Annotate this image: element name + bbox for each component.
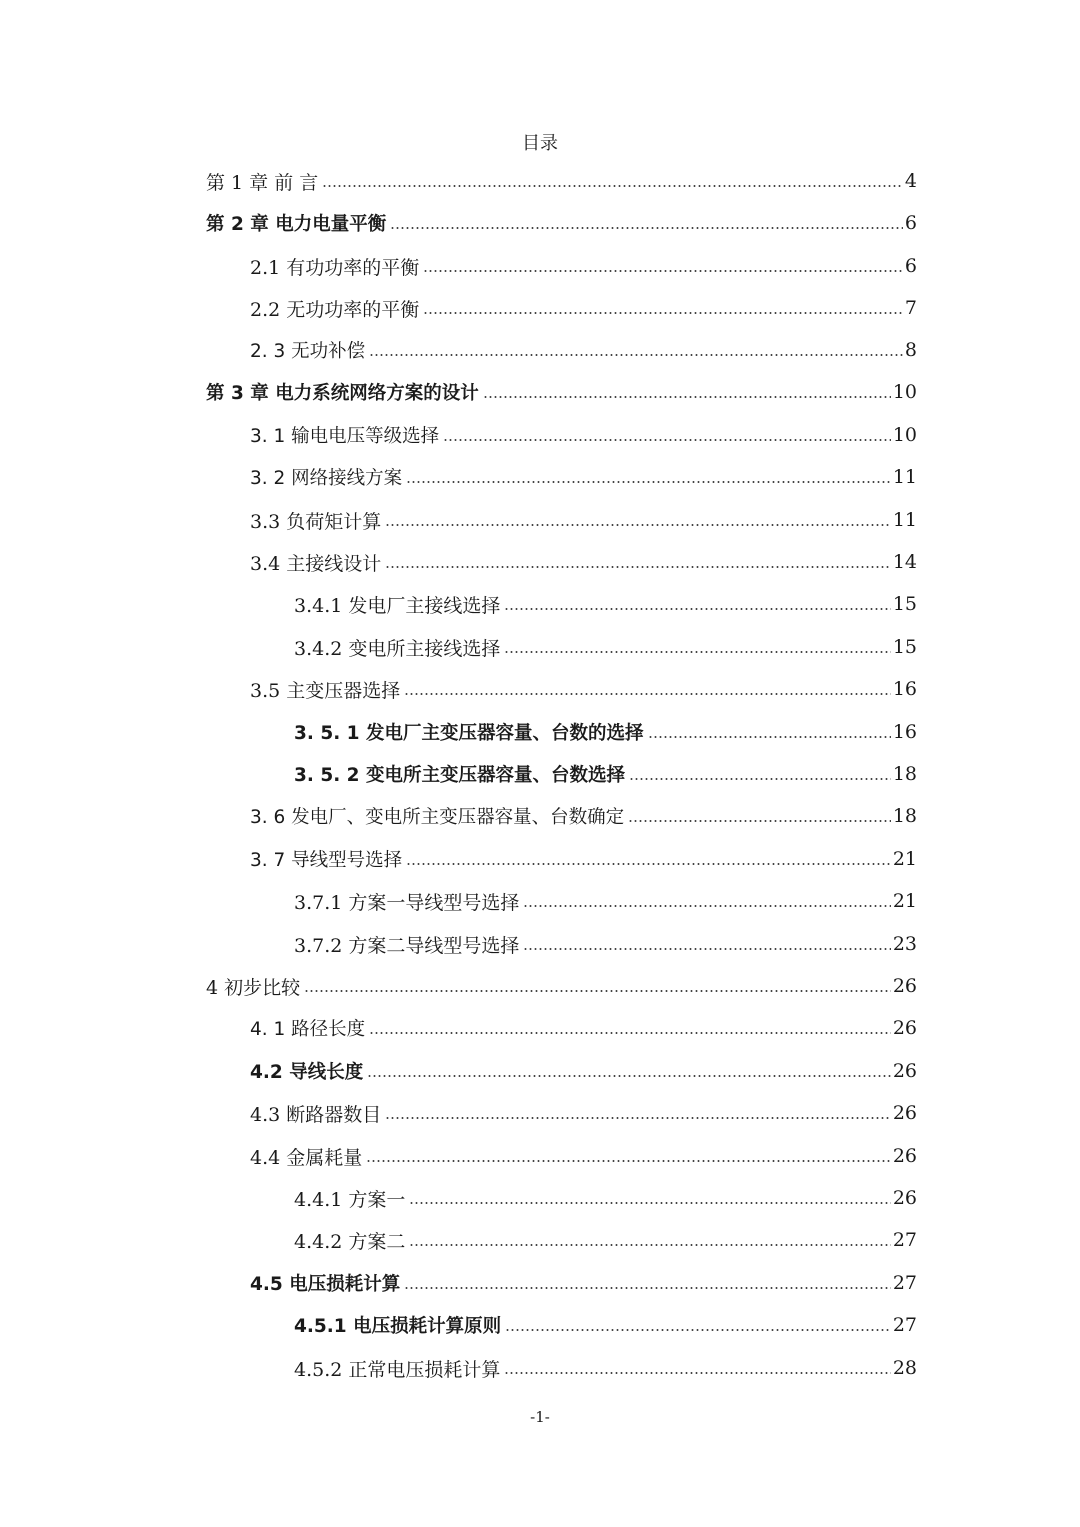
toc-entry-page: 28 [892,1357,917,1379]
dot-leader [629,778,891,780]
toc-entry-page: 14 [892,551,917,573]
toc-entry-page: 15 [892,636,917,658]
toc-entry-2-2[interactable] [250,287,917,329]
dot-leader [406,481,891,483]
toc-entry-4-3[interactable] [250,1092,917,1134]
toc-entry-page: 26 [892,975,917,997]
toc-entry-4-1[interactable] [250,1007,917,1049]
toc-entry-4-5-2[interactable] [294,1347,917,1389]
toc-title: 目录 [522,133,558,154]
toc-entry-4-5[interactable] [250,1262,917,1304]
toc-entry-page: 23 [892,933,917,955]
dot-leader [523,948,890,950]
toc-entry-3-5-2[interactable] [294,753,917,795]
dot-leader [523,905,890,907]
toc-entry-label: 4.5.2 正常电压损耗计算 [294,1358,501,1381]
toc-entry-page: 6 [904,212,917,234]
toc-entry-page: 10 [892,381,917,403]
dot-leader [423,270,903,272]
toc-entry-page: 26 [892,1102,917,1124]
toc-entry-label: 第 2 章 电力电量平衡 [206,214,387,235]
toc-entry-ch1[interactable] [206,160,917,202]
toc-entry-3-7[interactable] [250,838,917,880]
toc-entry-page: 16 [892,678,917,700]
toc-entry-label: 2. 3 无功补偿 [250,341,366,362]
toc-entry-3-3[interactable] [250,499,917,541]
dot-leader [385,566,891,568]
dot-leader [505,1329,891,1331]
toc-entry-ch4[interactable] [206,965,917,1007]
toc-entry-page: 26 [892,1060,917,1082]
toc-entry-3-7-2[interactable] [294,923,917,965]
toc-entry-page: 15 [892,593,917,615]
toc-entry-label: 3.3 负荷矩计算 [250,510,382,533]
dot-leader [504,1372,890,1374]
toc-entry-label: 4.4.2 方案二 [294,1230,406,1253]
toc-entry-page: 11 [892,466,917,488]
toc-entry-label: 3. 1 输电电压等级选择 [250,426,440,447]
toc-entry-page: 26 [892,1145,917,1167]
toc-entry-page: 18 [892,805,917,827]
toc-entry-page: 27 [892,1272,917,1294]
toc-entry-page: 26 [892,1187,917,1209]
toc-entry-4-4-1[interactable] [294,1177,917,1219]
dot-leader [648,736,891,738]
toc-entry-page: 16 [892,721,917,743]
dot-leader [322,185,903,187]
toc-entry-label: 3.4.1 发电厂主接线选择 [294,594,501,617]
toc-entry-label: 4.4 金属耗量 [250,1146,363,1169]
toc-entry-3-4[interactable] [250,541,917,583]
dot-leader [409,1202,890,1204]
toc-entry-label: 3. 2 网络接线方案 [250,468,403,489]
toc-entry-page: 10 [892,424,917,446]
toc-entry-label: 4.3 断路器数目 [250,1103,382,1126]
toc-entry-label: 2.2 无功功率的平衡 [250,298,420,321]
toc-entry-4-4[interactable] [250,1135,917,1177]
toc-entry-3-4-1[interactable] [294,583,917,625]
toc-entry-label: 3. 7 导线型号选择 [250,850,403,871]
toc-entry-page: 26 [892,1017,917,1039]
dot-leader [369,1032,891,1034]
toc-entry-label: 3. 6 发电厂、变电所主变压器容量、台数确定 [250,807,625,828]
dot-leader [404,1287,891,1289]
toc-entry-label: 4. 1 路径长度 [250,1019,366,1040]
toc-entry-label: 3.4 主接线设计 [250,552,382,575]
toc-entry-label: 第 3 章 电力系统网络方案的设计 [206,383,479,404]
toc-entry-label: 3.5 主变压器选择 [250,679,401,702]
toc-entry-label: 4.4.1 方案一 [294,1188,406,1211]
dot-leader [367,1075,891,1077]
toc-entry-ch2[interactable] [206,202,917,244]
toc-entry-3-7-1[interactable] [294,880,917,922]
toc-entry-label: 2.1 有功功率的平衡 [250,256,420,279]
toc-entry-page: 6 [904,255,917,277]
toc-entry-page: 27 [892,1314,917,1336]
dot-leader [443,439,891,441]
toc-entry-label: 3.4.2 变电所主接线选择 [294,637,501,660]
toc-entry-page: 4 [904,170,917,192]
toc-entry-label: 第 1 章 前 言 [206,171,319,194]
toc-entry-page: 27 [892,1229,917,1251]
toc-entry-page: 18 [892,763,917,785]
dot-leader [385,524,891,526]
toc-entry-label: 4.5 电压损耗计算 [250,1274,401,1295]
dot-leader [406,863,891,865]
toc-entry-3-5-1[interactable] [294,711,917,753]
toc-entry-3-1[interactable] [250,414,917,456]
dot-leader [409,1244,890,1246]
toc-entry-4-4-2[interactable] [294,1219,917,1261]
dot-leader [366,1160,891,1162]
toc-entry-3-4-2[interactable] [294,626,917,668]
toc-entry-4-2[interactable] [250,1050,917,1092]
dot-leader [504,651,890,653]
dot-leader [390,227,903,229]
dot-leader [404,693,891,695]
toc-entry-4-5-1[interactable] [294,1304,917,1346]
dot-leader [385,1117,891,1119]
page-number: -1- [530,1408,550,1426]
toc-entry-page: 7 [904,297,917,319]
dot-leader [628,820,891,822]
toc-entry-2-1[interactable] [250,245,917,287]
toc-entry-page: 8 [904,339,917,361]
toc-entry-label: 3. 5. 1 发电厂主变压器容量、台数的选择 [294,723,644,744]
toc-entry-2-3[interactable] [250,329,917,371]
toc-entry-label: 3.7.1 方案一导线型号选择 [294,891,520,914]
dot-leader [483,396,891,398]
toc-entry-3-2[interactable] [250,456,917,498]
toc-entry-page: 21 [892,890,917,912]
toc-entry-3-6[interactable] [250,795,917,837]
toc-entry-3-5[interactable] [250,668,917,710]
toc-entry-label: 4 初步比较 [206,976,301,999]
toc-entry-label: 4.5.1 电压损耗计算原则 [294,1316,502,1337]
toc-entry-page: 11 [892,509,917,531]
dot-leader [369,354,903,356]
toc-entry-ch3[interactable] [206,371,917,413]
toc-entry-label: 4.2 导线长度 [250,1062,364,1083]
dot-leader [423,312,903,314]
toc-entry-label: 3.7.2 方案二导线型号选择 [294,934,520,957]
toc-entry-page: 21 [892,848,917,870]
toc-entry-label: 3. 5. 2 变电所主变压器容量、台数选择 [294,765,625,786]
dot-leader [304,990,891,992]
dot-leader [504,608,890,610]
